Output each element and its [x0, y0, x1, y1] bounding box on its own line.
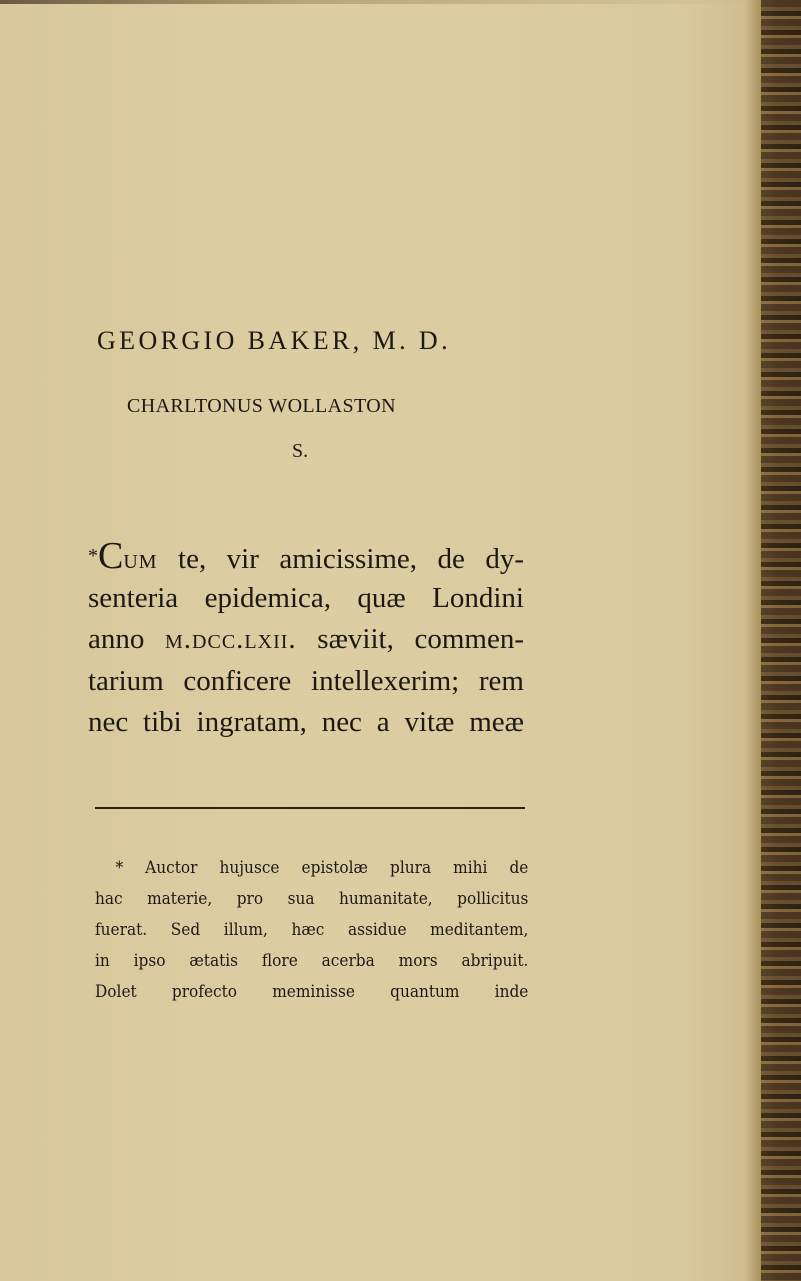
- book-binding-edge: [761, 0, 801, 1281]
- author-name: CHARLTONUS WOLLASTON: [127, 395, 396, 417]
- body-line: senteria epidemica, quæ Londini: [88, 581, 524, 614]
- initial-rest: um: [123, 543, 158, 575]
- footnote-line: Dolet profecto meminisse quantum inde: [95, 982, 529, 1001]
- footnote-line: * Auctor hujusce epistolæ plura mihi de: [115, 858, 529, 877]
- footnote-marker: *: [88, 545, 98, 567]
- page-top-edge: [0, 0, 760, 4]
- footnote-divider: [95, 807, 525, 809]
- body-line: [88, 536, 524, 578]
- body-text: te, vir amicissime, de dy-: [157, 543, 524, 575]
- dedication-heading: GEORGIO BAKER, M. D.: [97, 326, 451, 355]
- initial-letter: C: [98, 535, 124, 577]
- letter-body: [88, 536, 524, 744]
- footnote-line: in ipso ætatis flore acerba mors abripuit.: [95, 951, 529, 970]
- salutation: S.: [292, 440, 309, 462]
- body-line: nec tibi ingratam, nec a vitæ meæ: [88, 706, 524, 738]
- body-text: sæviit, commen-: [317, 623, 524, 655]
- body-line: [88, 619, 524, 661]
- footnote: [95, 852, 529, 1007]
- body-line: tarium conficere intellexerim; rem: [88, 664, 524, 697]
- body-text: anno: [88, 623, 145, 655]
- footnote-line: hac materie, pro sua humanitate, pollicitus: [95, 889, 529, 908]
- year-numeral: m.dcc.lxii.: [165, 623, 297, 655]
- footnote-line: fuerat. Sed illum, hæc assidue meditantem,: [95, 920, 529, 939]
